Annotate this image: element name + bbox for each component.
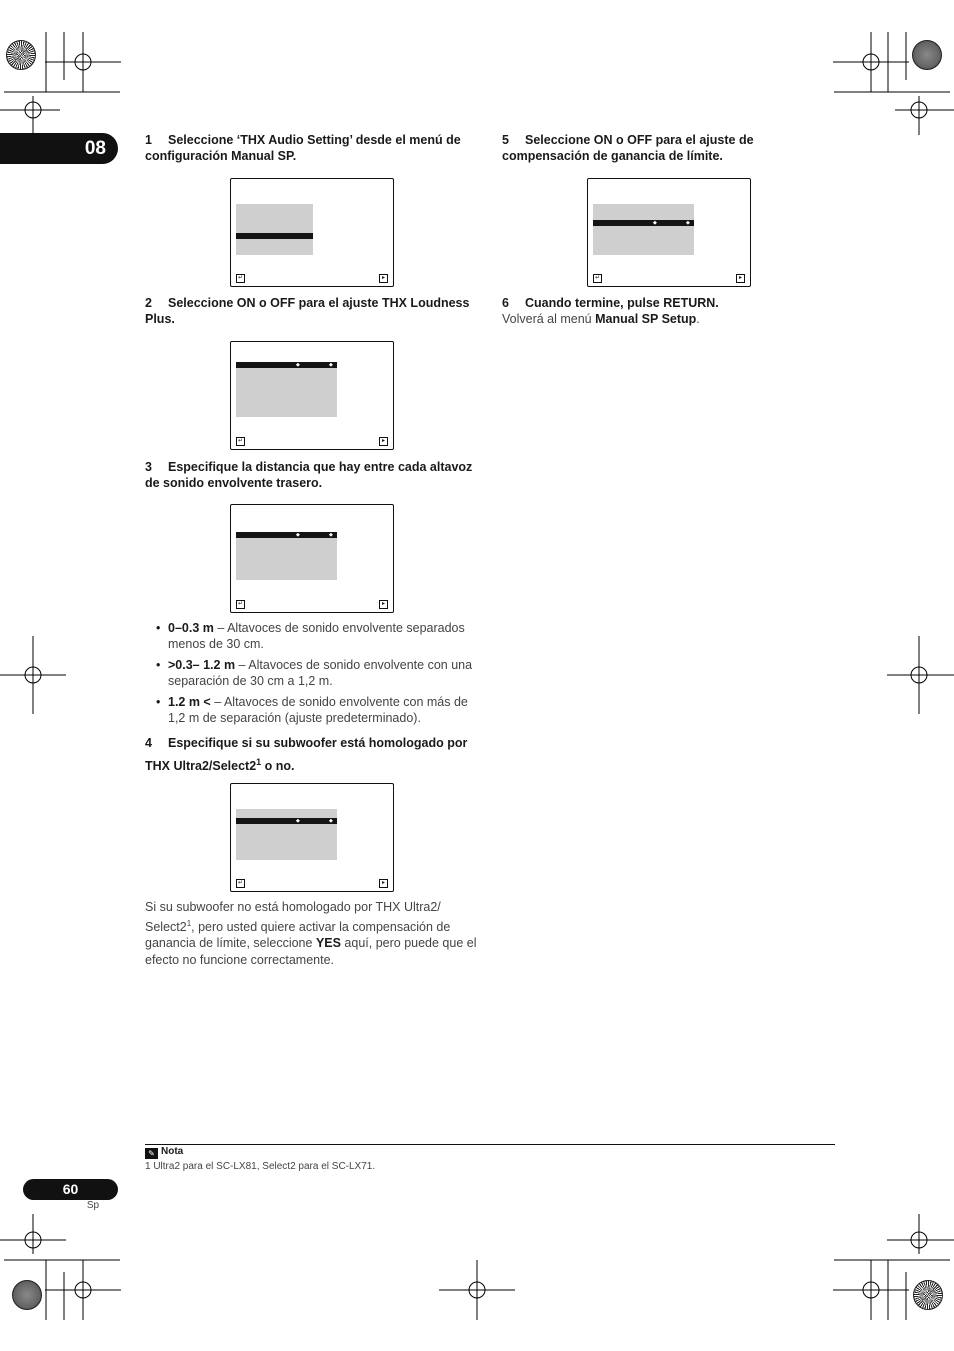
step-text: Seleccione ON o OFF para el ajuste de compensación de ganancia de límite. xyxy=(502,133,754,163)
step-4: 4 Especifique si su subwoofer está homologado por THX $Ultra2/Select2^1$ o no. xyxy=(145,736,468,774)
list-item: • >0.3– 1.2 m – Altavoces de sonido envolvente con una separación de 30 cm a 1,2 m. xyxy=(156,657,486,689)
enter-icon: ▸ xyxy=(379,600,388,609)
return-icon: ↵ xyxy=(594,275,601,281)
pencil-icon: ✎ xyxy=(145,1148,158,1159)
footnote-title: ✎ Nota xyxy=(145,1146,183,1159)
step-6 xyxy=(502,295,837,311)
page-number: 60 xyxy=(23,1179,118,1200)
step-text: Especifique la distancia que hay entre cada altavoz de sonido envolvente trasero. xyxy=(145,460,473,490)
enter-icon: ▸ xyxy=(379,437,388,446)
return-icon: ↵ xyxy=(237,880,244,886)
chapter-tab: 08 xyxy=(0,133,118,164)
list-item: • 1.2 m < – Altavoces de sonido envolvente con más de 1,2 m de separación (ajuste predeterminado). xyxy=(156,694,486,726)
enter-icon: ▸ xyxy=(736,274,745,283)
list-item: • 0–0.3 m – Altavoces de sonido envolvente separados menos de 30 cm. xyxy=(156,620,486,652)
step-number: 3 xyxy=(145,460,152,474)
osd-screen-4: ◆ ◆ ↵ ▸ xyxy=(230,783,394,892)
step-6-body: Volverá al menú Manual SP Setup. xyxy=(502,312,700,326)
distance-options-list xyxy=(156,620,486,731)
return-icon: ↵ xyxy=(237,438,244,444)
step-number: 6 xyxy=(502,296,509,310)
step-1 xyxy=(145,132,480,164)
language-code: Sp xyxy=(86,1200,100,1211)
step-number: 1 xyxy=(145,133,152,147)
step-5 xyxy=(502,132,837,164)
step-text: Seleccione ON o OFF para el ajuste THX Loudness Plus. xyxy=(145,296,470,326)
step-number: 5 xyxy=(502,133,509,147)
step-number: 2 xyxy=(145,296,152,310)
step-number: 4 xyxy=(145,736,152,750)
step-text: Seleccione ‘THX Audio Setting’ desde el menú de configuración Manual SP. xyxy=(145,133,461,163)
return-icon: ↵ xyxy=(237,601,244,607)
footnote-text: 1 Ultra2 para el SC-LX81, Select2 para el SC-LX71. xyxy=(145,1161,376,1172)
osd-screen-3: ◆ ◆ ↵ ▸ xyxy=(230,504,394,613)
osd-screen-1 xyxy=(230,178,394,287)
osd-screen-5: ◆ ◆ ↵ ▸ xyxy=(587,178,751,287)
step-3 xyxy=(145,459,485,491)
subwoofer-paragraph: Si su subwoofer no está homologado por THX Ultra2/ $Select2^1$, pero usted quiere activar la compensación de ganancia de límite, seleccione YES aquí, pero puede que el efecto no funcione correctamente. xyxy=(145,900,477,967)
step-2 xyxy=(145,295,480,327)
osd-screen-2: ◆ ◆ ↵ ▸ xyxy=(230,341,394,450)
return-icon: ↵ xyxy=(237,275,244,281)
step-text: Cuando termine, pulse RETURN. xyxy=(525,296,719,310)
enter-icon: ▸ xyxy=(379,879,388,888)
enter-icon: ▸ xyxy=(379,274,388,283)
footnote-divider xyxy=(145,1144,835,1145)
